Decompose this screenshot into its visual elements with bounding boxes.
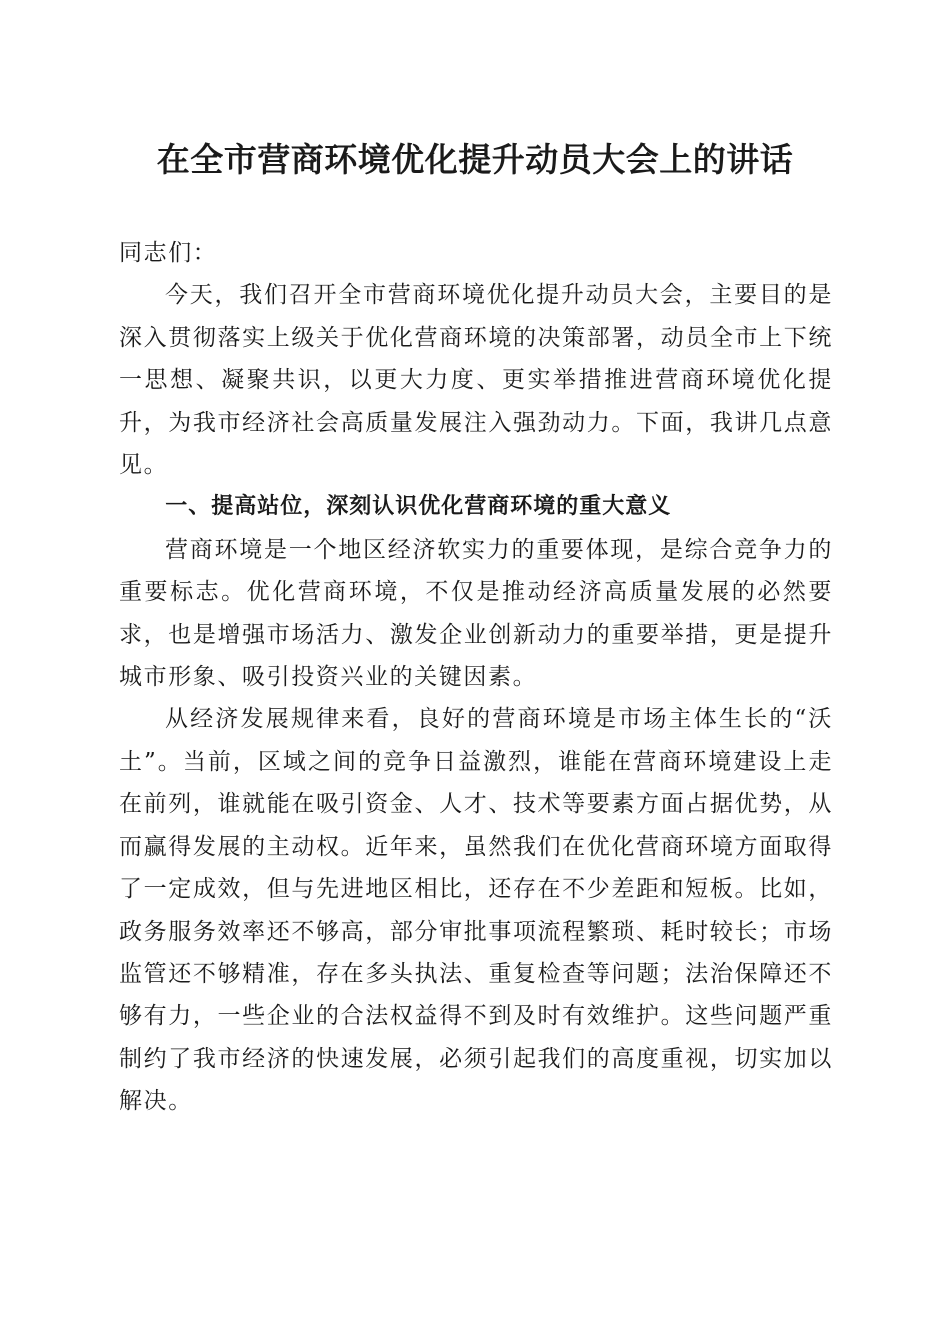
paragraph-section-1-2: 从经济发展规律来看，良好的营商环境是市场主体生长的“沃土”。当前，区域之间的竞争日益激烈，谁能在营商环境建设上走在前列，谁就能在吸引资金、人才、技术等要素方面占据优势，从而赢得发展的主动权。近年来，虽然我们在优化营商环境方面取得了一定成效，但与先进地区相比，还存在不少差距和短板。比如，政务服务效率还不够高，部分审批事项流程繁琐、耗时较长；市场监管还不够精准，存在多头执法、重复检查等问题；法治保障还不够有力，一些企业的合法权益得不到及时有效维护。这些问题严重制约了我市经济的快速发展，必须引起我们的高度重视，切实加以解决。	[119, 706, 833, 1115]
document-title: 在全市营商环境优化提升动员大会上的讲话	[156, 140, 794, 179]
section-heading-1: 一、提高站位，深刻认识优化营商环境的重大意义	[165, 494, 672, 520]
document-body	[119, 232, 833, 1123]
paragraph-intro: 今天，我们召开全市营商环境优化提升动员大会，主要目的是深入贯彻落实上级关于优化营商环境的决策部署，动员全市上下统一思想、凝聚共识，以更大力度、更实举措推进营商环境优化提升，为我市经济社会高质量发展注入强劲动力。下面，我讲几点意见。	[119, 282, 833, 479]
salutation: 同志们：	[119, 240, 218, 266]
paragraph-section-1-1: 营商环境是一个地区经济软实力的重要体现，是综合竞争力的重要标志。优化营商环境，不仅是推动经济高质量发展的必然要求，也是增强市场活力、激发企业创新动力的重要举措，更是提升城市形象、吸引投资兴业的关键因素。	[119, 536, 833, 691]
